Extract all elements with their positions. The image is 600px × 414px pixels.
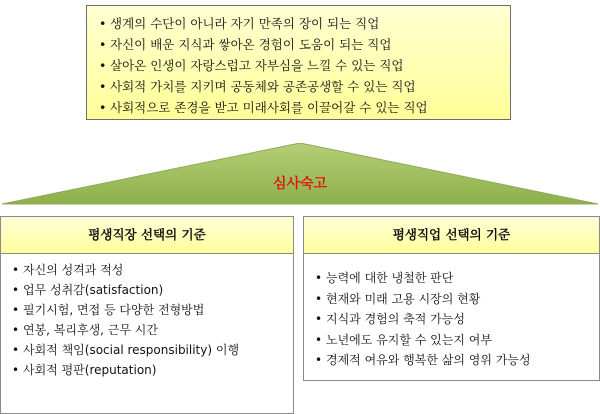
left-panel-item: • 연봉, 복리후생, 근무 시간	[12, 320, 293, 340]
right-panel-item: • 노년에도 유지할 수 있는지 여부	[315, 330, 599, 351]
top-criteria-item: • 자신이 배운 지식과 쌓아온 경험이 도움이 되는 직업	[99, 34, 498, 55]
left-panel-item: • 사회적 책임(social responsibility) 이행	[12, 340, 293, 360]
right-panel-item: • 능력에 대한 냉철한 판단	[315, 268, 599, 289]
right-panel-item: • 지식과 경험의 축적 가능성	[315, 309, 599, 330]
center-label: 심사숙고	[272, 176, 328, 192]
right-panel-body	[304, 254, 599, 371]
left-panel-item: • 사회적 평판(reputation)	[12, 360, 293, 380]
right-panel-list	[315, 268, 599, 371]
right-panel	[303, 216, 600, 381]
left-panel-title: 평생직장 선택의 기준	[1, 217, 293, 254]
right-panel-title: 평생직업 선택의 기준	[304, 217, 599, 254]
top-criteria-item: • 사회적 가치를 지키며 공동체와 공존공생할 수 있는 직업	[99, 76, 498, 97]
left-panel-body	[1, 254, 293, 380]
right-panel-item: • 현재와 미래 고용 시장의 현황	[315, 289, 599, 310]
top-criteria-box	[86, 5, 511, 120]
right-panel-item: • 경제적 여유와 행복한 삶의 영위 가능성	[315, 350, 599, 371]
left-panel-item: • 자신의 성격과 적성	[12, 260, 293, 280]
top-criteria-item: • 사회적으로 존경을 받고 미래사회를 이끌어갈 수 있는 직업	[99, 97, 498, 118]
top-criteria-item: • 살아온 인생이 자랑스럽고 자부심을 느낄 수 있는 직업	[99, 55, 498, 76]
top-criteria-item: • 생계의 수단이 아니라 자기 만족의 장이 되는 직업	[99, 13, 498, 34]
left-panel-item: • 업무 성취감(satisfaction)	[12, 280, 293, 300]
left-panel-item: • 필기시험, 면접 등 다양한 전형방법	[12, 300, 293, 320]
left-panel-list	[12, 260, 293, 380]
left-panel	[0, 216, 294, 414]
top-criteria-list	[99, 13, 498, 118]
